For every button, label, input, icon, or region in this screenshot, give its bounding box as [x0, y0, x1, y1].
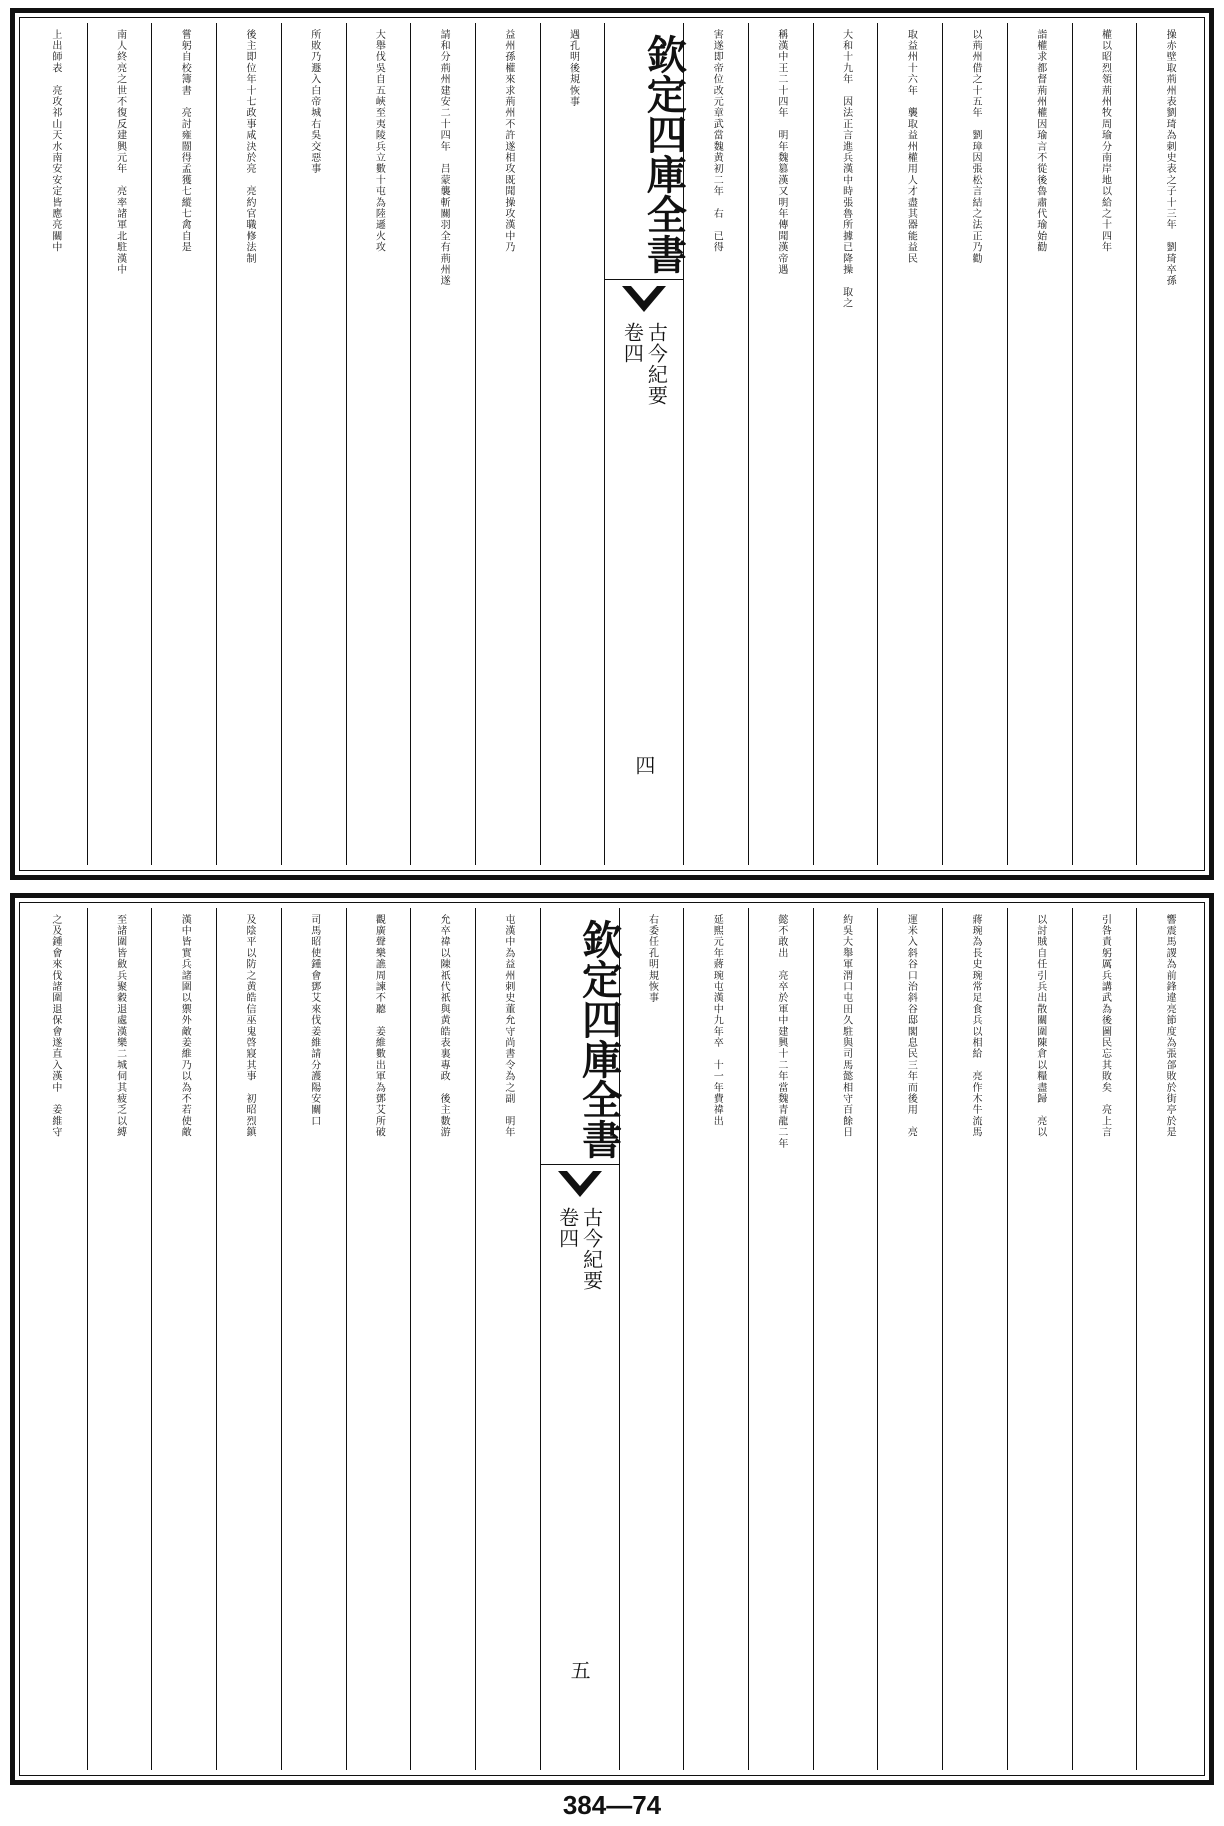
column-text: 害遂即帝位改元章武當魏黄初二年 右 已得: [711, 29, 723, 253]
text-column: [151, 23, 216, 865]
column-text: 益州孫權來求荊州不許遂相攻既聞操攻漢中乃: [502, 29, 514, 253]
text-column: [1072, 908, 1137, 1770]
column-text: 權以昭烈領荊州牧周瑜分南岸地以給之十四年: [1099, 29, 1111, 253]
page-panel-bottom: [10, 893, 1214, 1785]
column-text: 右委任孔明規恢事: [646, 914, 658, 1004]
text-column: [410, 908, 475, 1770]
column-text: 請和分荊州建安二十四年 吕蒙襲斬關羽全有荊州遂: [438, 29, 450, 287]
text-column: [346, 23, 411, 865]
column-text: 大舉伐吳自五峽至夷陵兵立數十屯為陸遜火攻: [373, 29, 385, 253]
text-column: [23, 908, 87, 1770]
text-column: [475, 23, 540, 865]
book-title: 欽定四庫全書: [605, 23, 683, 280]
text-column: [813, 908, 878, 1770]
text-column: [23, 23, 87, 865]
column-text: 以荊州借之十五年 劉璋因張松言結之法正乃勸: [970, 29, 982, 265]
column-text: 蔣琬為長史琬常足食兵以相給 亮作木牛流馬: [970, 914, 982, 1138]
text-column: [1072, 23, 1137, 865]
column-text: 之及鍾會來伐諸圍退保會遂直入漢中 姜維守: [49, 914, 61, 1138]
text-column: [87, 23, 152, 865]
book-name: 古今紀要: [644, 322, 669, 406]
book-reference: [620, 322, 669, 406]
page-number: 五: [567, 1660, 592, 1680]
book-reference: [555, 1207, 604, 1291]
book-name: 古今紀要: [579, 1207, 604, 1291]
text-columns: [23, 23, 1201, 865]
column-text: 懿不敢出 亮卒於軍中建興十二年當魏青龍二年: [775, 914, 787, 1150]
text-column: [540, 23, 605, 865]
text-column: [216, 23, 281, 865]
text-column: [683, 23, 748, 865]
text-column: [877, 23, 942, 865]
column-text: 以討賊自任引兵出散關圍陳倉以糧盡歸 亮以: [1034, 914, 1046, 1138]
text-column: [151, 908, 216, 1770]
text-column: [216, 908, 281, 1770]
text-column: [1136, 23, 1201, 865]
center-column: [540, 908, 623, 1770]
column-text: 取益州十六年 襲取益州權用人才盡其器能益民: [905, 29, 917, 265]
text-column: [942, 908, 1007, 1770]
text-column: [281, 23, 346, 865]
column-text: 運米入斜谷口治斜谷邸閣息民三年而後用 亮: [905, 914, 917, 1138]
text-column: [942, 23, 1007, 865]
column-text: 稱漢中王二十四年 明年魏篡漢又明年傳聞漢帝遇: [775, 29, 787, 276]
volume-number: 卷四: [555, 1207, 580, 1249]
text-column: [87, 908, 152, 1770]
text-column: [748, 23, 813, 865]
column-text: 響震馬謖為前鋒違亮節度為張郃敗於街亭於是: [1164, 914, 1176, 1138]
page-footer-number: 384—74: [562, 1790, 662, 1820]
column-text: 及陰平以防之黄皓信巫鬼啓寢其事 初昭烈鎮: [244, 914, 255, 1138]
column-text: 詣權求都督荊州權因瑜言不從後魯肅代瑜始勸: [1034, 29, 1046, 253]
text-column: [281, 908, 346, 1770]
column-text: 司馬昭使鍾會鄧艾來伐姜維請分護陽安關口: [308, 914, 320, 1127]
text-column: [1136, 908, 1201, 1770]
column-text: 後主即位年十七政事咸決於亮 亮約官職修法制: [244, 29, 255, 265]
column-text: 屯漢中為益州刺史董允守尚書令為之副 明年: [502, 914, 514, 1138]
column-text: 約吳大舉軍渭口屯田久駐與司馬懿相守百餘日: [840, 914, 852, 1138]
fish-tail-mark-icon: [558, 1171, 602, 1197]
column-text: 上出師表 亮攻祁山天水南安安定皆應亮關中: [49, 29, 61, 253]
column-text: 至諸圍皆斂兵聚穀退處漢樂二城伺其疲乏以縛: [114, 914, 126, 1138]
column-text: 允卒禕以陳祇代祇與黄皓表裏專政 後主數游: [438, 914, 450, 1138]
text-column: [1007, 23, 1072, 865]
text-column: [619, 908, 684, 1770]
book-title: 欽定四庫全書: [541, 908, 619, 1165]
text-column: [877, 908, 942, 1770]
text-column: [813, 23, 878, 865]
text-column: [683, 908, 748, 1770]
column-text: 漢中皆實兵諸圍以禦外敵姜維乃以為不若使敵: [179, 914, 191, 1138]
volume-number: 卷四: [620, 322, 645, 364]
column-text: 引咎責躬厲兵講武為後圖民忘其敗矣 亮上言: [1099, 914, 1111, 1138]
center-column: [604, 23, 688, 865]
text-column: [410, 23, 475, 865]
text-column: [748, 908, 813, 1770]
text-columns: [23, 908, 1201, 1770]
column-text: 大和十九年 因法正言進兵漢中時張魯所據已降操 取之: [840, 29, 852, 309]
column-text: 遇孔明後規恢事: [567, 29, 579, 108]
column-text: 嘗躬自校簿書 亮討雍闓得孟獲七縱七禽自是: [179, 29, 191, 253]
text-column: [346, 908, 411, 1770]
page-number: 四: [631, 755, 656, 775]
column-text: 延熙元年蔣琬屯漢中九年卒 十一年費禕出: [711, 914, 723, 1127]
column-text: 觀廣聲樂譙周諫不聽 姜維數出軍為鄧艾所破: [373, 914, 385, 1138]
column-text: 所敗乃遯入白帝城右吳交惡事: [308, 29, 320, 175]
fish-tail-mark-icon: [622, 286, 666, 312]
text-column: [475, 908, 540, 1770]
column-text: 操赤壁取荊州表劉琦為刺史表之子十三年 劉琦卒孫: [1164, 29, 1176, 287]
page-panel-top: [10, 8, 1214, 880]
column-text: 南人終亮之世不復反建興元年 亮率諸軍北駐漢中: [114, 29, 126, 276]
text-column: [1007, 908, 1072, 1770]
